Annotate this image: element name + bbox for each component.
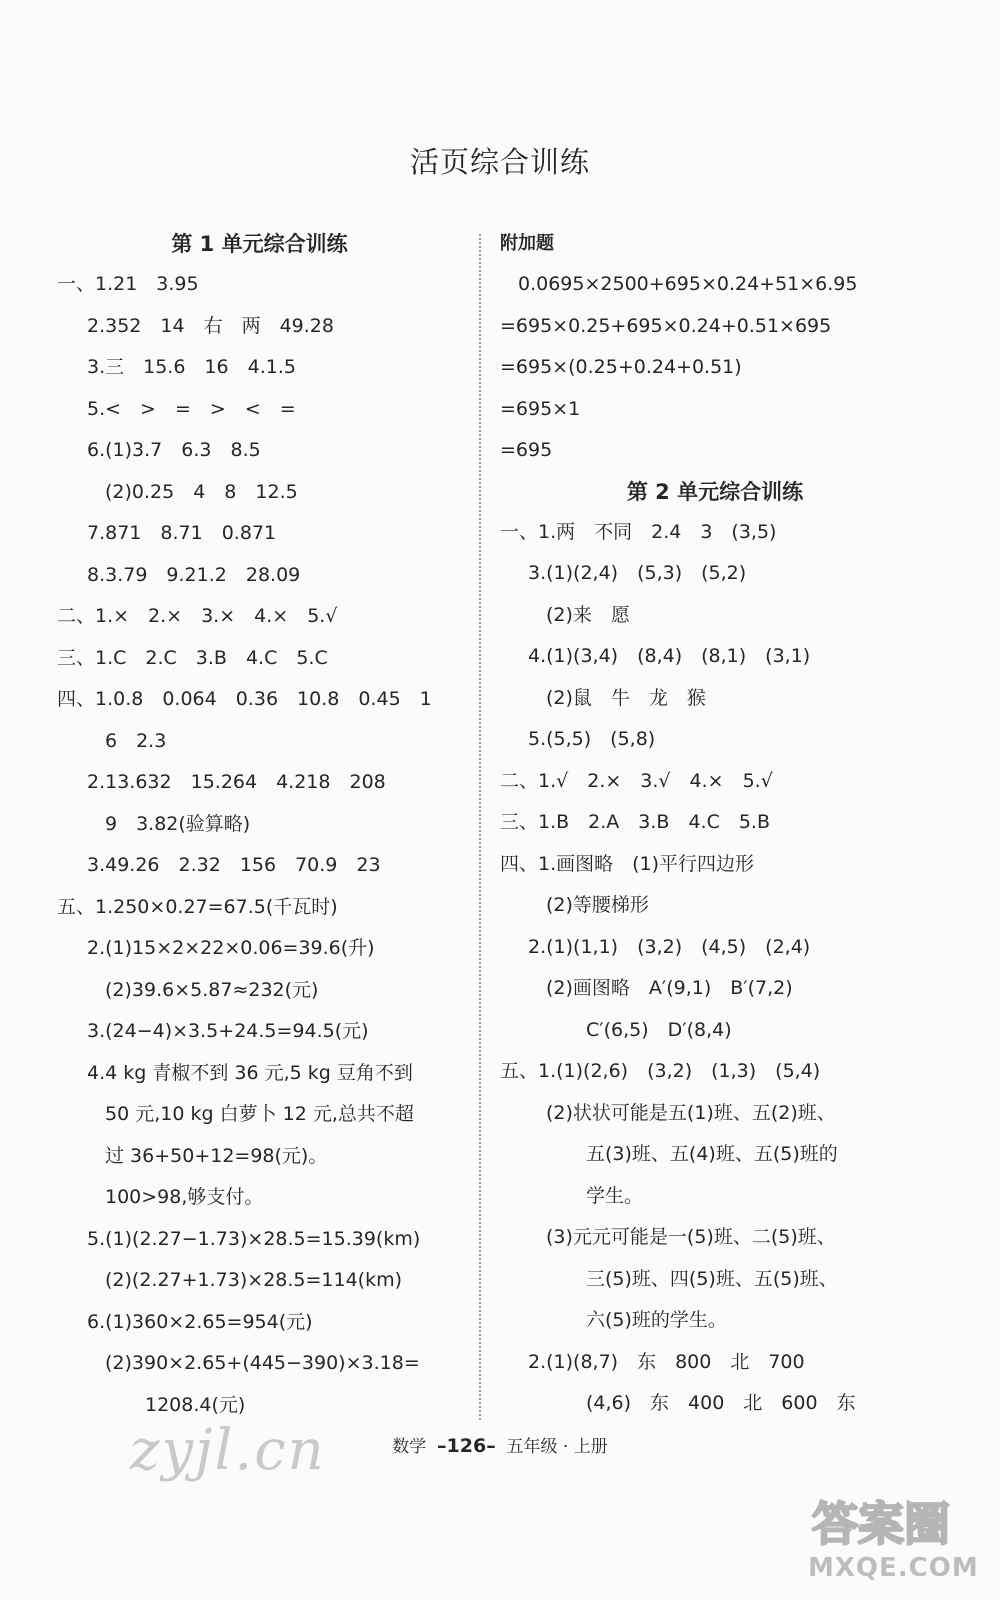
answer-line: C′(6,5) D′(8,4) — [586, 1018, 732, 1041]
watermark-logo-text: 答案圈 — [812, 1497, 950, 1551]
answer-line: 五、1.(1)(2,6) (3,2) (1,3) (5,4) — [500, 1060, 821, 1082]
page-footer — [0, 1432, 1000, 1457]
answer-line: 2.(1)15×2×22×0.06=39.6(升) — [87, 937, 375, 959]
answer-line: (4,6) 东 400 北 600 东 — [586, 1392, 856, 1414]
answer-line: 5.(1)(2.27−1.73)×28.5=15.39(km) — [87, 1227, 421, 1250]
page-title: 活页综合训练 — [409, 145, 590, 179]
bonus-line: 0.0695×2500+695×0.24+51×6.95 — [518, 273, 858, 295]
right-column — [500, 224, 930, 1425]
bonus-line: =695×(0.25+0.24+0.51) — [500, 356, 742, 378]
answer-line: 五、1.250×0.27=67.5(千瓦时) — [57, 895, 338, 918]
answer-line: (2)(2.27+1.73)×28.5=114(km) — [105, 1269, 403, 1291]
answer-line: 三、1.C 2.C 3.B 4.C 5.C — [57, 646, 328, 669]
answer-line: 四、1.画图略 (1)平行四边形 — [500, 852, 755, 875]
answer-line: 6.(1)3.7 6.3 8.5 — [87, 439, 261, 461]
answer-line: 4.4 kg 青椒不到 36 元,5 kg 豆角不到 — [87, 1061, 413, 1084]
page-number: –126– — [437, 1435, 496, 1457]
answer-line: 5.(5,5) (5,8) — [528, 728, 656, 750]
bonus-line: =695×0.25+695×0.24+0.51×695 — [500, 314, 832, 337]
answer-line: 2.(1)(1,1) (3,2) (4,5) (2,4) — [528, 935, 811, 958]
bonus-heading: 附加题 — [500, 233, 554, 254]
answer-line: 三、1.B 2.A 3.B 4.C 5.B — [500, 811, 771, 833]
answer-line: 5.< > = > < = — [87, 397, 296, 420]
answer-line: 二、1.× 2.× 3.× 4.× 5.√ — [57, 605, 338, 627]
answer-line: (2)来 愿 — [546, 603, 630, 626]
answer-line: (2)画图略 A′(9,1) B′(7,2) — [546, 977, 793, 999]
watermark-site: MXQE.COM — [808, 1553, 979, 1583]
answer-line: 二、1.√ 2.× 3.√ 4.× 5.√ — [500, 769, 773, 792]
footer-subject: 数学 — [392, 1437, 427, 1457]
answer-line: 3.(24−4)×3.5+24.5=94.5(元) — [87, 1020, 369, 1042]
answer-line: 2.13.632 15.264 4.218 208 — [87, 771, 386, 793]
answer-line: 8.3.79 9.21.2 28.09 — [87, 563, 301, 586]
watermark-text: zyjl.cn — [130, 1418, 326, 1483]
answer-line: 三(5)班、四(5)班、五(5)班、 — [586, 1267, 838, 1290]
footer-grade: 五年级 · 上册 — [506, 1437, 608, 1457]
answer-line: 学生。 — [586, 1184, 644, 1207]
answer-line: 五(3)班、五(4)班、五(5)班的 — [586, 1143, 838, 1165]
answer-line: 3.三 15.6 16 4.1.5 — [87, 356, 296, 378]
bonus-line: =695×1 — [500, 397, 581, 420]
answer-line: 7.871 8.71 0.871 — [87, 522, 277, 544]
answer-line: 6.(1)360×2.65=954(元) — [87, 1310, 313, 1333]
answer-line: 3.(1)(2,4) (5,3) (5,2) — [528, 562, 747, 584]
answer-line: 过 36+50+12=98(元)。 — [105, 1144, 328, 1167]
answer-line: 6 2.3 — [105, 729, 167, 752]
answer-line: (2)鼠 牛 龙 猴 — [546, 686, 706, 709]
answer-line: 4.(1)(3,4) (8,4) (8,1) (3,1) — [528, 645, 811, 667]
unit2-heading: 第 2 单元综合训练 — [626, 479, 804, 504]
column-divider — [479, 234, 481, 1420]
answer-line: 100>98,够支付。 — [105, 1186, 264, 1208]
answer-line: (2)39.6×5.87≈232(元) — [105, 978, 319, 1001]
answer-line: 2.352 14 右 两 49.28 — [87, 314, 334, 337]
bonus-line: =695 — [500, 439, 553, 461]
answer-line: 9 3.82(验算略) — [105, 812, 251, 835]
answer-line: 3.49.26 2.32 156 70.9 23 — [87, 854, 381, 876]
answer-line: 四、1.0.8 0.064 0.36 10.8 0.45 1 — [57, 688, 432, 710]
left-column — [57, 224, 462, 1426]
answer-line: (2)390×2.65+(445−390)×3.18= — [105, 1352, 420, 1374]
answer-line: 一、1.21 3.95 — [57, 273, 199, 295]
answer-line: 一、1.两 不同 2.4 3 (3,5) — [500, 520, 777, 543]
answer-line: (2)状状可能是五(1)班、五(2)班、 — [546, 1101, 836, 1124]
answer-line: 1208.4(元) — [145, 1393, 246, 1416]
answer-line: (2)等腰梯形 — [546, 894, 649, 916]
answer-line: 50 元,10 kg 白萝卜 12 元,总共不超 — [105, 1103, 414, 1125]
answer-line: 六(5)班的学生。 — [586, 1309, 727, 1331]
unit1-heading: 第 1 单元综合训练 — [171, 232, 348, 256]
answer-line: 2.(1)(8,7) 东 800 北 700 — [528, 1350, 805, 1373]
answer-line: (3)元元可能是一(5)班、二(5)班、 — [546, 1226, 836, 1248]
answer-line: (2)0.25 4 8 12.5 — [105, 480, 298, 503]
